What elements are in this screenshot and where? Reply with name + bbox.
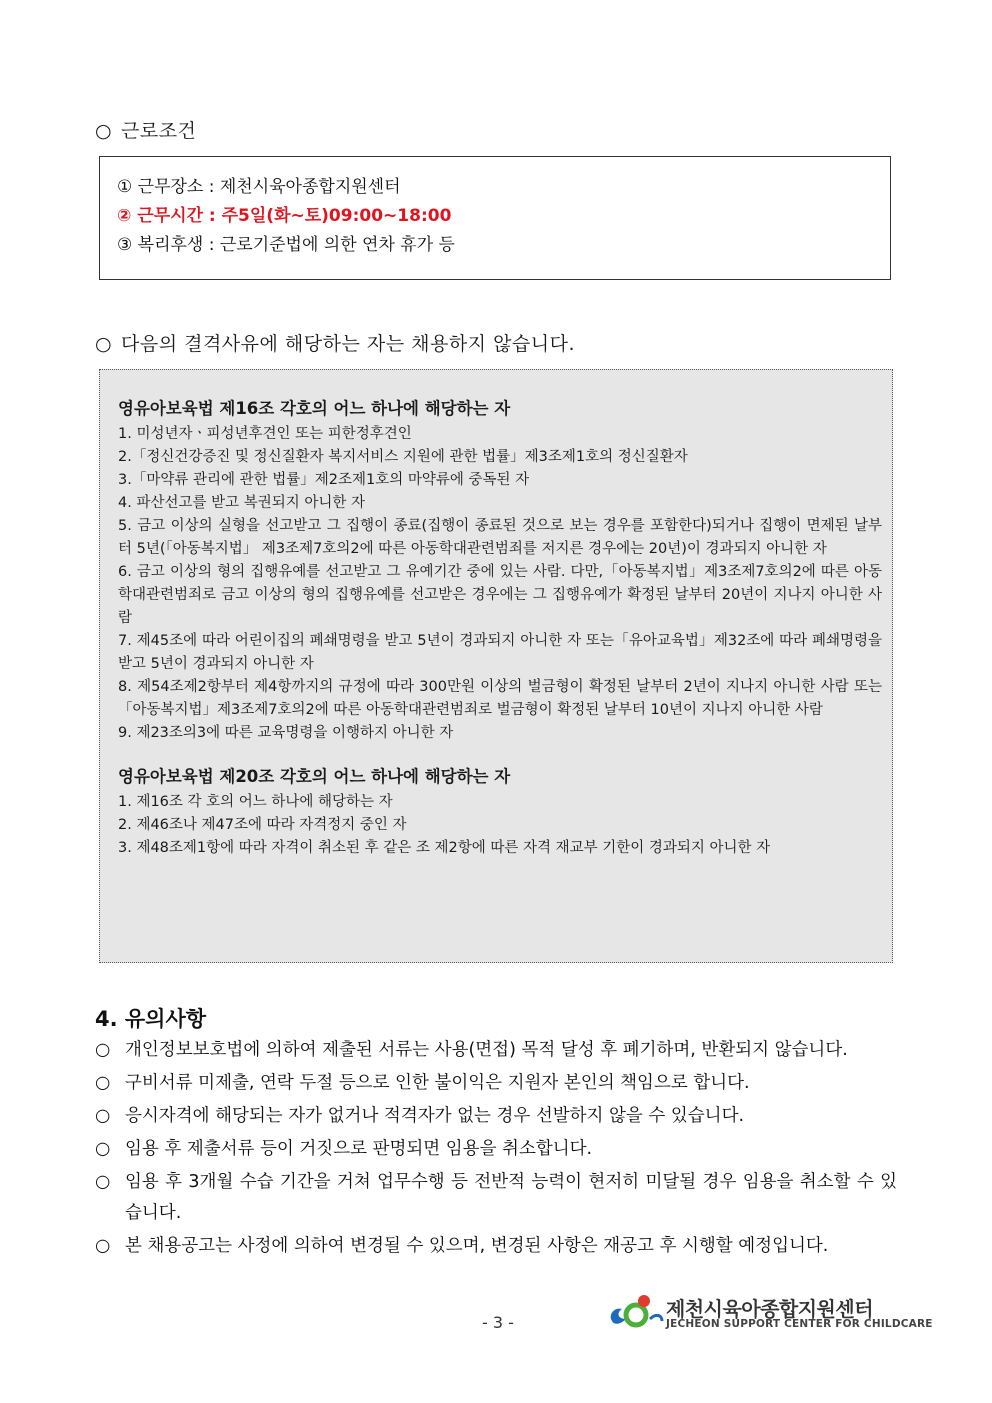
article16-title: 영유아보육법 제16조 각호의 어느 하나에 해당하는 자: [118, 399, 511, 418]
notes-heading: 4. 유의사항: [95, 1007, 207, 1031]
article20-item: 3. 제48조제1항에 따라 자격이 취소된 후 같은 조 제2항에 따른 자격 재교부 기한이 경과되지 아니한 자: [118, 840, 771, 856]
article16-item: 2.「정신건강증진 및 정신질환자 복지서비스 지원에 관한 법률」제3조제1호의 정신질환자: [118, 449, 688, 465]
article20-item: 1. 제16조 각 호의 어느 하나에 해당하는 자: [118, 794, 393, 810]
welfare-item: ③ 복리후생 : 근로기준법에 의한 연차 휴가 등: [117, 235, 455, 255]
disqualification-box: [99, 369, 893, 963]
circle-bullet-icon: ○: [95, 1139, 111, 1159]
article16-item: 1. 미성년자ㆍ피성년후견인 또는 피한정후견인: [118, 426, 412, 442]
article16-item: 7. 제45조에 따라 어린이집의 폐쇄명령을 받고 5년이 경과되지 아니한 자 또는「유아교육법」제32조에 따라 폐쇄명령을 받고 5년이 경과되지 아니한 자: [118, 633, 882, 672]
circle-bullet-icon: ○: [95, 120, 113, 142]
logo-korean-name: 제천시육아종합지원센터: [666, 1297, 874, 1321]
article16-item: 4. 파산선고를 받고 복권되지 아니한 자: [118, 495, 365, 511]
note-item: ○ 개인정보보호법에 의하여 제출된 서류는 사용(면접) 목적 달성 후 폐기하며, 반환되지 않습니다.: [95, 1035, 897, 1066]
circle-bullet-icon: ○: [95, 1073, 111, 1093]
article16-item: 8. 제54조제2항부터 제4항까지의 규정에 따라 300만원 이상의 벌금형이 확정된 날부터 2년이 지나지 아니한 사람 또는「아동복지법」제3조제7호의2에 따른 아동학대관련범죄로 벌금형이 확정된 날부터 10년이 지나지 아니한 사람: [118, 679, 882, 718]
note-item: ○ 응시자격에 해당되는 자가 없거나 적격자가 없는 경우 선발하지 않을 수 있습니다.: [95, 1101, 897, 1132]
circle-bullet-icon: ○: [95, 1236, 111, 1256]
note-item: ○ 본 채용공고는 사정에 의하여 변경될 수 있으며, 변경된 사항은 재공고 후 시행할 예정입니다.: [95, 1231, 897, 1262]
circle-bullet-icon: ○: [95, 1106, 111, 1126]
notes-list: [95, 1035, 897, 1264]
note-item: ○ 임용 후 제출서류 등이 거짓으로 판명되면 임용을 취소합니다.: [95, 1134, 897, 1165]
logo-english-name: JECHEON SUPPORT CENTER FOR CHILDCARE: [666, 1318, 933, 1330]
work-place-item: ① 근무장소 : 제천시육아종합지원센터: [117, 177, 401, 197]
circle-bullet-icon: ○: [95, 1040, 111, 1060]
center-logo-icon: [606, 1293, 666, 1333]
work-conditions-box: [99, 156, 891, 280]
article20-item: 2. 제46조나 제47조에 따라 자격정지 중인 자: [118, 817, 407, 833]
circle-bullet-icon: ○: [95, 333, 113, 355]
article16-item: 6. 금고 이상의 형의 집행유예를 선고받고 그 유예기간 중에 있는 사람. 다만,「아동복지법」제3조제7호의2에 따른 아동학대관련범죄로 금고 이상의 형의 집행유예를 선고받은 경우에는 그 집행유예가 확정된 날부터 20년이 지나지 아니한 사람: [118, 564, 882, 626]
note-item: ○ 구비서류 미제출, 연락 두절 등으로 인한 불이익은 지원자 본인의 책임으로 합니다.: [95, 1068, 897, 1099]
center-logo: [606, 1293, 933, 1333]
page-number: - 3 -: [482, 1313, 514, 1332]
work-hours-item: ② 근무시간 : 주5일(화~토)09:00~18:00: [117, 206, 452, 226]
note-item: ○ 임용 후 3개월 수습 기간을 거쳐 업무수행 등 전반적 능력이 현저히 미달될 경우 임용을 취소할 수 있습니다.: [95, 1167, 897, 1229]
circle-bullet-icon: ○: [95, 1172, 111, 1192]
work-conditions-title: 근로조건: [121, 120, 197, 142]
disqualification-heading: [95, 329, 575, 356]
article16-item: 3.「마약류 관리에 관한 법률」제2조제1호의 마약류에 중독된 자: [118, 472, 530, 488]
work-conditions-heading: [95, 116, 196, 143]
article20-title: 영유아보육법 제20조 각호의 어느 하나에 해당하는 자: [118, 767, 511, 786]
article16-item: 9. 제23조의3에 따른 교육명령을 이행하지 아니한 자: [118, 725, 454, 741]
disqualification-title: 다음의 결격사유에 해당하는 자는 채용하지 않습니다.: [121, 333, 576, 355]
article16-item: 5. 금고 이상의 실형을 선고받고 그 집행이 종료(집행이 종료된 것으로 보는 경우를 포함한다)되거나 집행이 면제된 날부터 5년(「아동복지법」 제3조제7호의2에 따른 아동학대관련범죄를 저지른 경우에는 20년)이 경과되지 아니한 자: [118, 518, 882, 557]
